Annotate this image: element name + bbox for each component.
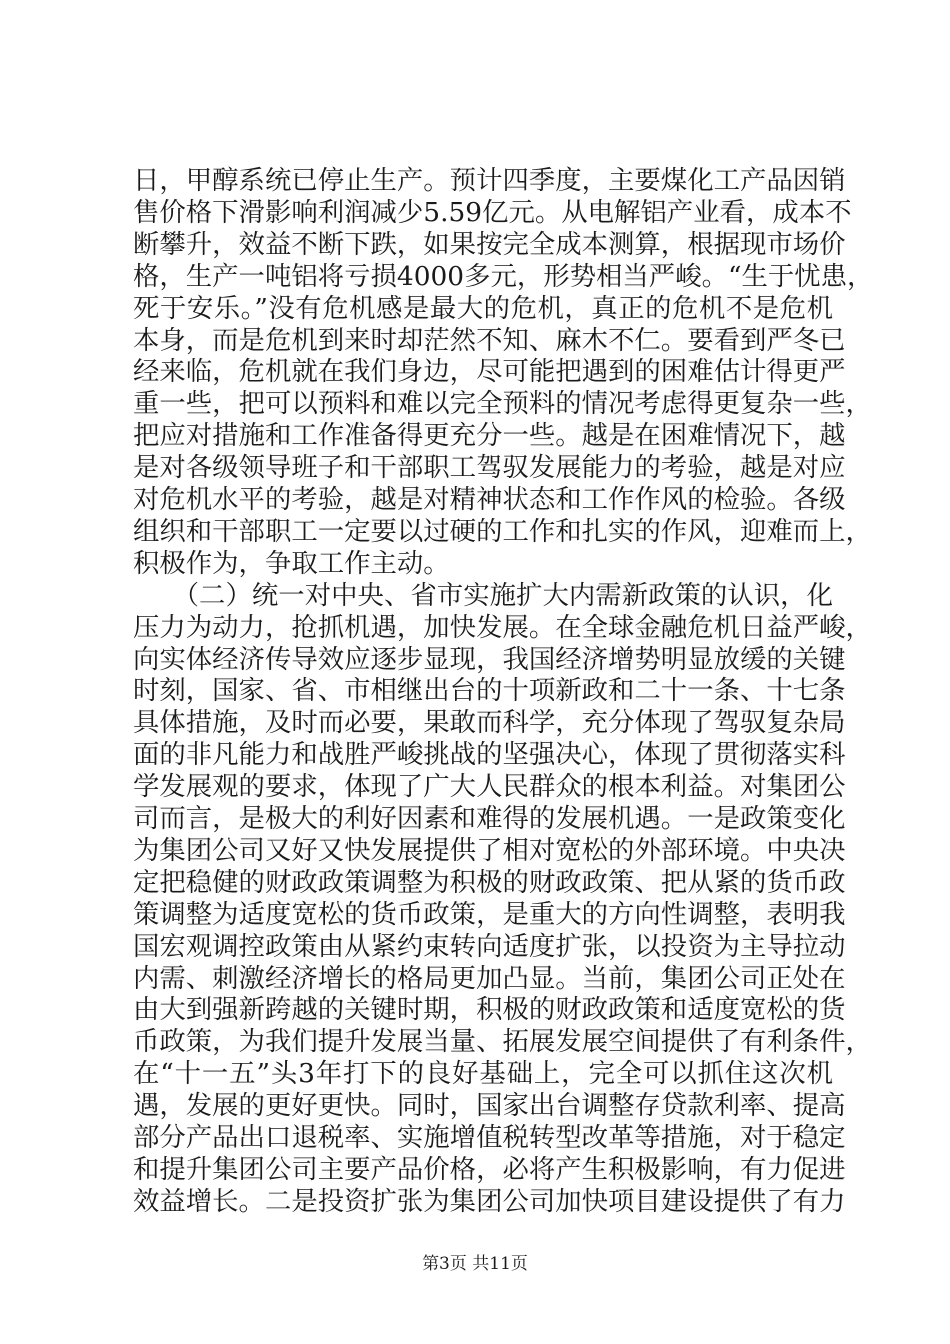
text-line: 面的非凡能力和战胜严峻挑战的坚强决心，体现了贯彻落实科 bbox=[133, 739, 846, 771]
text-line: 日，甲醇系统已停止生产。预计四季度，主要煤化工产品因销 bbox=[133, 165, 846, 196]
text-line: 对危机水平的考验，越是对精神状态和工作作风的检验。各级 bbox=[133, 484, 846, 515]
text-line: 断攀升，效益不断下跌，如果按完全成本测算，根据现市场价 bbox=[133, 228, 846, 260]
text-line: （二）统一对中央、省市实施扩大内需新政策的认识，化 bbox=[133, 579, 833, 611]
text-line: 在“十一五”头3年打下的良好基础上，完全可以抓住这次机 bbox=[133, 1058, 833, 1090]
text-line: 是对各级领导班子和干部职工驾驭发展能力的考验，越是对应 bbox=[133, 452, 846, 484]
text-line: 学发展观的要求，体现了广大人民群众的根本利益。对集团公 bbox=[133, 771, 846, 803]
text-line: 遇，发展的更好更快。同时，国家出台调整存贷款利率、提高 bbox=[133, 1090, 846, 1122]
text-line: 积极作为，争取工作主动。 bbox=[133, 547, 450, 579]
text-line: 国宏观调控政策由从紧约束转向适度扩张，以投资为主导拉动 bbox=[133, 930, 846, 962]
page-number-footer: 第3页 共11页 bbox=[422, 1254, 528, 1274]
text-line: 效益增长。二是投资扩张为集团公司加快项目建设提供了有力 bbox=[133, 1185, 846, 1217]
text-line: 重一些，把可以预料和难以完全预料的情况考虑得更复杂一些， bbox=[133, 388, 872, 420]
text-line: 币政策，为我们提升发展当量、拓展发展空间提供了有利条件， bbox=[133, 1026, 872, 1058]
text-line: 定把稳健的财政政策调整为积极的财政政策、把从紧的货币政 bbox=[133, 866, 846, 898]
text-line: 部分产品出口退税率、实施增值税转型改革等措施，对于稳定 bbox=[133, 1122, 846, 1153]
text-line: 向实体经济传导效应逐步显现，我国经济增势明显放缓的关键 bbox=[133, 643, 846, 675]
text-line: 售价格下滑影响利润减少5.59亿元。从电解铝产业看，成本不 bbox=[133, 196, 852, 228]
text-line: 司而言，是极大的利好因素和难得的发展机遇。一是政策变化 bbox=[133, 803, 846, 834]
text-line: 经来临，危机就在我们身边，尽可能把遇到的困难估计得更严 bbox=[133, 356, 846, 388]
text-line: 死于安乐。”没有危机感是最大的危机，真正的危机不是危机 bbox=[133, 292, 833, 324]
text-line: 由大到强新跨越的关键时期，积极的财政政策和适度宽松的货 bbox=[133, 994, 846, 1026]
text-line: 压力为动力，抢抓机遇，加快发展。在全球金融危机日益严峻， bbox=[133, 611, 872, 643]
text-line: 把应对措施和工作准备得更充分一些。越是在困难情况下，越 bbox=[133, 420, 846, 452]
text-line: 本身，而是危机到来时却茫然不知、麻木不仁。要看到严冬已 bbox=[133, 324, 846, 356]
text-line: 内需、刺激经济增长的格局更加凸显。当前，集团公司正处在 bbox=[133, 962, 846, 994]
text-line: 具体措施，及时而必要，果敢而科学，充分体现了驾驭复杂局 bbox=[133, 707, 846, 739]
text-line: 组织和干部职工一定要以过硬的工作和扎实的作风，迎难而上， bbox=[133, 515, 872, 547]
text-line: 格，生产一吨铝将亏损4000多元，形势相当严峻。“生于忧患， bbox=[133, 260, 874, 292]
text-line: 和提升集团公司主要产品价格，必将产生积极影响，有力促进 bbox=[133, 1153, 846, 1185]
text-line: 为集团公司又好又快发展提供了相对宽松的外部环境。中央决 bbox=[133, 834, 846, 866]
text-line: 时刻，国家、省、市相继出台的十项新政和二十一条、十七条 bbox=[133, 675, 846, 707]
text-line: 策调整为适度宽松的货币政策，是重大的方向性调整，表明我 bbox=[133, 898, 846, 930]
